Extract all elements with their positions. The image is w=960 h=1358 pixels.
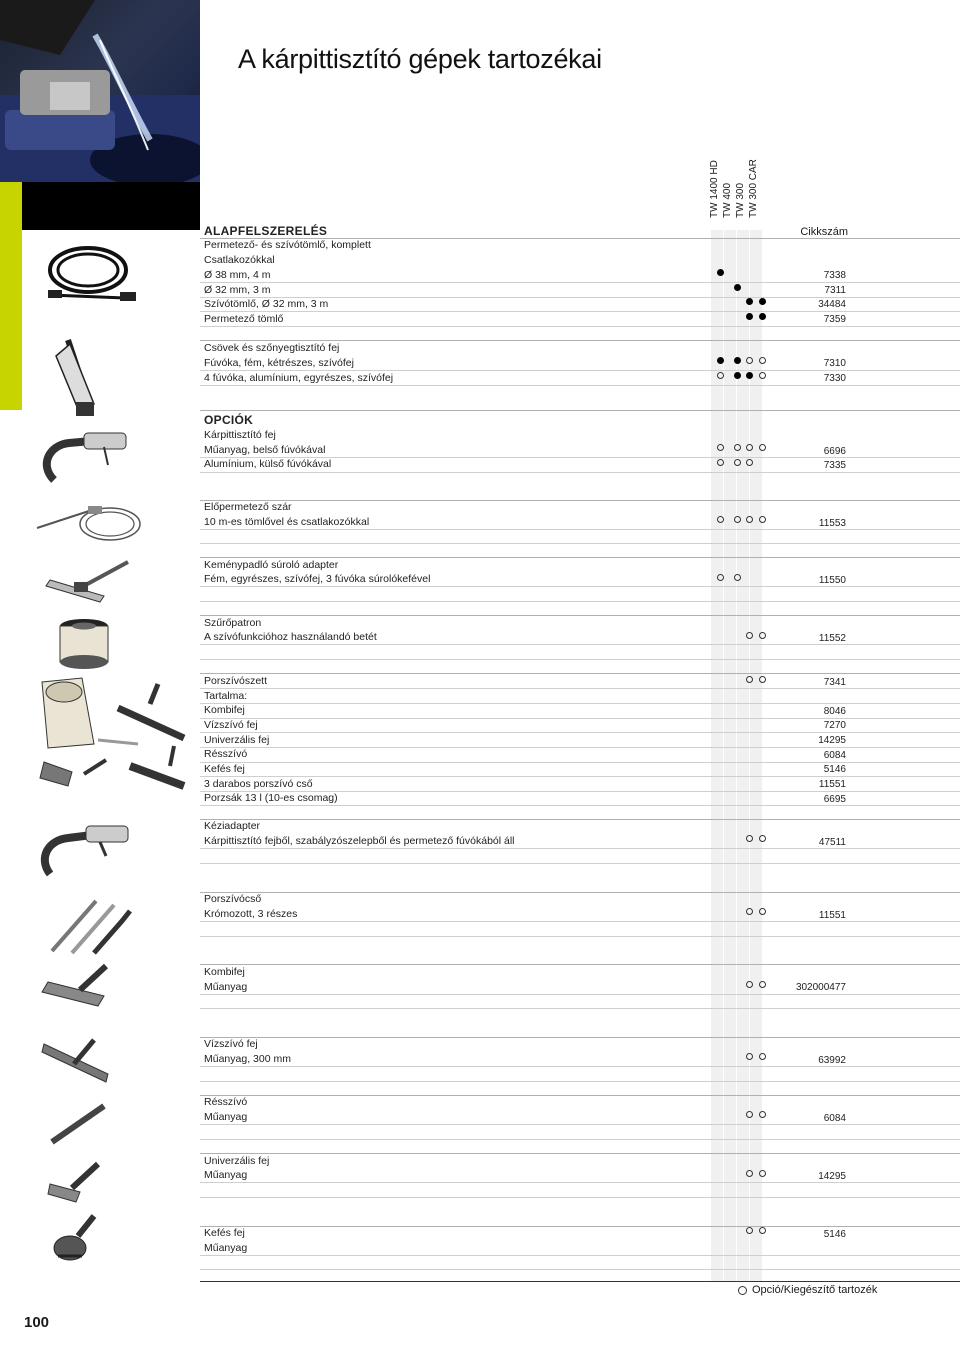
row-rule — [200, 644, 960, 645]
row-rule — [200, 994, 960, 995]
part-number: 6696 — [823, 446, 846, 457]
open-dot-option-icon — [746, 632, 753, 639]
wand-nozzle-image — [50, 336, 100, 420]
row-rule — [200, 776, 960, 777]
hero-photo — [0, 0, 200, 182]
part-number: 6695 — [823, 794, 846, 805]
section-heading: ALAPFELSZERELÉS — [204, 224, 328, 238]
part-number: 11550 — [818, 575, 846, 586]
item-text: Kárpittisztító fej — [204, 429, 276, 441]
filter-cartridge-image — [56, 618, 112, 670]
open-dot-option-icon — [759, 1053, 766, 1060]
part-number: 11551 — [818, 779, 846, 790]
item-text: Porszívószett — [204, 675, 268, 687]
page-number: 100 — [24, 1314, 50, 1331]
row-rule — [200, 1153, 960, 1154]
item-text: Univerzális fej — [204, 1155, 270, 1167]
item-text: 4 fúvóka, alumínium, egyrészes, szívófej — [204, 372, 394, 384]
part-number: 47511 — [818, 837, 846, 848]
open-dot-option-icon — [746, 835, 753, 842]
model-label: TW 400 — [722, 182, 733, 218]
row-rule — [200, 1197, 960, 1198]
part-number: 14295 — [818, 1171, 846, 1182]
filled-dot-standard-icon — [746, 298, 753, 305]
row-rule — [200, 703, 960, 704]
part-number: 6084 — [823, 1113, 846, 1124]
row-rule — [200, 863, 960, 864]
open-dot-option-icon — [717, 444, 724, 451]
part-number: 11552 — [818, 633, 846, 644]
water-suction-head-image — [38, 1036, 114, 1094]
row-rule — [200, 385, 960, 386]
row-rule — [200, 762, 960, 763]
item-text: Keménypadló súroló adapter — [204, 559, 339, 571]
part-number: 7341 — [823, 677, 846, 688]
filled-dot-standard-icon — [734, 372, 741, 379]
filled-dot-standard-icon — [759, 298, 766, 305]
row-rule — [200, 688, 960, 689]
item-text: Krómozott, 3 részes — [204, 908, 298, 920]
part-number: 63992 — [818, 1055, 846, 1066]
vacuum-tube-image — [44, 895, 140, 957]
item-text: A szívófunkcióhoz használandó betét — [204, 631, 377, 643]
item-text: Kefés fej — [204, 763, 245, 775]
open-dot-option-icon — [746, 459, 753, 466]
open-dot-option-icon — [746, 1053, 753, 1060]
row-rule — [200, 601, 960, 602]
row-rule — [200, 747, 960, 748]
item-text: Résszívó — [204, 1096, 248, 1108]
part-number: 7359 — [823, 314, 846, 325]
item-text: Tartalma: — [204, 690, 248, 702]
part-number: 7338 — [823, 270, 846, 281]
model-header-tw300car — [748, 159, 760, 230]
row-rule — [200, 326, 960, 327]
item-text: 3 darabos porszívó cső — [204, 778, 313, 790]
accent-bar — [0, 182, 22, 410]
part-number: 5146 — [823, 1229, 846, 1240]
row-rule — [200, 370, 960, 371]
part-number: 7335 — [823, 460, 846, 471]
row-rule — [200, 472, 960, 473]
open-dot-option-icon — [734, 459, 741, 466]
open-dot-option-icon — [759, 835, 766, 842]
row-rule — [200, 529, 960, 530]
row-rule — [200, 1037, 960, 1038]
crevice-tool-image — [48, 1102, 108, 1146]
item-text: Műanyag, belső fúvókával — [204, 444, 326, 456]
item-text: Kéziadapter — [204, 820, 261, 832]
item-text: Permetező tömlő — [204, 313, 284, 325]
item-text: Porzsák 13 l (10-es csomag) — [204, 792, 338, 804]
open-dot-option-icon — [734, 444, 741, 451]
row-rule — [200, 848, 960, 849]
filled-dot-standard-icon — [717, 269, 724, 276]
open-dot-option-icon — [746, 1227, 753, 1234]
open-dot-option-icon — [759, 516, 766, 523]
open-dot-option-icon — [734, 574, 741, 581]
open-dot-option-icon — [717, 574, 724, 581]
open-dot-option-icon — [717, 459, 724, 466]
open-dot-option-icon — [746, 516, 753, 523]
upholstery-head-image — [34, 425, 134, 485]
item-text: 10 m-es tömlővel és csatlakozókkal — [204, 516, 370, 528]
row-rule — [200, 659, 960, 660]
filled-dot-standard-icon — [746, 313, 753, 320]
open-dot-option-icon — [746, 357, 753, 364]
item-text: Résszívó — [204, 748, 248, 760]
row-rule — [200, 311, 960, 312]
model-header-tw300 — [735, 182, 747, 230]
part-number: 7311 — [824, 285, 846, 296]
open-dot-option-icon — [759, 908, 766, 915]
model-header-tw1400hd — [709, 160, 721, 230]
part-number: 6084 — [823, 750, 846, 761]
item-text: Permetező- és szívótömlő, komplett — [204, 239, 371, 251]
open-dot-option-icon — [759, 1227, 766, 1234]
item-text: Műanyag — [204, 1169, 248, 1181]
open-dot-option-icon — [734, 516, 741, 523]
open-dot-option-icon — [746, 908, 753, 915]
item-text: Univerzális fej — [204, 734, 270, 746]
row-rule — [200, 791, 960, 792]
part-number: 8046 — [823, 706, 846, 717]
open-dot-option-icon — [759, 1111, 766, 1118]
model-label: TW 300 CAR — [748, 159, 759, 218]
row-rule — [200, 805, 960, 806]
hose-image — [40, 240, 140, 308]
legend — [738, 1284, 877, 1296]
row-rule — [200, 500, 960, 501]
open-dot-option-icon — [759, 357, 766, 364]
open-dot-option-icon — [759, 632, 766, 639]
page-title: A kárpittisztító gépek tartozékai — [238, 44, 602, 74]
filled-dot-standard-icon — [759, 313, 766, 320]
item-text: Kárpittisztító fejből, szabályzószelepből és permetező fúvókából áll — [204, 835, 515, 847]
open-dot-option-icon — [717, 372, 724, 379]
pre-spray-wand-image — [32, 500, 144, 548]
hand-adapter-image — [34, 818, 134, 878]
section-heading: OPCIÓK — [204, 413, 254, 427]
open-dot-option-icon — [759, 981, 766, 988]
open-dot-option-icon — [759, 372, 766, 379]
item-text: Műanyag — [204, 1242, 248, 1254]
row-rule — [200, 936, 960, 937]
row-rule — [200, 1066, 960, 1067]
part-number: 7310 — [823, 358, 846, 369]
hard-floor-adapter-image — [40, 558, 136, 608]
row-rule — [200, 410, 960, 411]
row-rule — [200, 673, 960, 674]
row-rule — [200, 457, 960, 458]
part-number: 34484 — [818, 299, 846, 310]
part-number: 7270 — [823, 720, 846, 731]
row-rule — [200, 892, 960, 893]
item-text: Ø 32 mm, 3 m — [204, 284, 271, 296]
row-rule — [200, 1139, 960, 1140]
row-rule — [200, 615, 960, 616]
header-black-bar — [22, 182, 200, 230]
row-rule — [200, 1008, 960, 1009]
legend-text: Opció/Kiegészítő tartozék — [752, 1284, 878, 1296]
item-text: Kombifej — [204, 966, 245, 978]
row-rule — [200, 1124, 960, 1125]
row-rule — [200, 282, 960, 283]
item-text: Előpermetező szár — [204, 501, 292, 513]
item-text: Műanyag — [204, 981, 248, 993]
part-number: 14295 — [818, 735, 846, 746]
open-dot-option-icon — [717, 516, 724, 523]
model-label: TW 300 — [735, 182, 746, 218]
open-dot-option-icon — [746, 981, 753, 988]
row-rule — [200, 921, 960, 922]
row-rule — [200, 1226, 960, 1227]
item-text: Szívótömlő, Ø 32 mm, 3 m — [204, 298, 329, 310]
row-rule — [200, 543, 960, 544]
row-rule — [200, 1095, 960, 1096]
filled-dot-standard-icon — [734, 357, 741, 364]
part-number: 7330 — [823, 373, 846, 384]
row-rule — [200, 732, 960, 733]
item-text: Ø 38 mm, 4 m — [204, 269, 271, 281]
item-text: Kombifej — [204, 704, 245, 716]
universal-head-image — [46, 1156, 106, 1206]
combi-head-image — [34, 962, 116, 1012]
filled-dot-standard-icon — [746, 372, 753, 379]
item-text: Alumínium, külső fúvókával — [204, 458, 332, 470]
part-number: 11551 — [818, 910, 846, 921]
open-dot-option-icon — [738, 1286, 747, 1295]
open-dot-option-icon — [759, 1170, 766, 1177]
bottom-rule — [200, 1281, 960, 1282]
row-rule — [200, 1182, 960, 1183]
open-dot-option-icon — [759, 444, 766, 451]
item-text: Műanyag, 300 mm — [204, 1053, 291, 1065]
open-dot-option-icon — [746, 1170, 753, 1177]
filled-dot-standard-icon — [717, 357, 724, 364]
item-text: Csatlakozókkal — [204, 254, 275, 266]
part-number: 11553 — [818, 518, 846, 529]
row-rule — [200, 586, 960, 587]
row-rule — [200, 718, 960, 719]
machine-illustration — [0, 0, 200, 182]
filled-dot-standard-icon — [734, 284, 741, 291]
item-text: Vízszívó fej — [204, 1038, 258, 1050]
open-dot-option-icon — [746, 444, 753, 451]
row-rule — [200, 1255, 960, 1256]
row-rule — [200, 964, 960, 965]
item-text: Szűrőpatron — [204, 617, 262, 629]
row-rule — [200, 1269, 960, 1270]
item-text: Kefés fej — [204, 1227, 245, 1239]
model-header-tw400 — [722, 182, 734, 230]
open-dot-option-icon — [746, 676, 753, 683]
cikkszam-header: Cikkszám — [800, 226, 848, 238]
item-text: Fúvóka, fém, kétrészes, szívófej — [204, 357, 354, 369]
item-text: Porszívócső — [204, 893, 262, 905]
open-dot-option-icon — [759, 676, 766, 683]
model-label: TW 1400 HD — [709, 160, 720, 218]
item-text: Vízszívó fej — [204, 719, 258, 731]
vacuum-set-image — [34, 674, 194, 804]
part-number: 5146 — [823, 764, 846, 775]
item-text: Műanyag — [204, 1111, 248, 1123]
part-number: 302000477 — [795, 982, 846, 993]
row-rule — [200, 819, 960, 820]
row-rule — [200, 297, 960, 298]
brush-head-image — [50, 1210, 100, 1266]
item-text: Csövek és szőnyegtisztító fej — [204, 342, 340, 354]
row-rule — [200, 1081, 960, 1082]
item-text: Fém, egyrészes, szívófej, 3 fúvóka súrolókefével — [204, 573, 431, 585]
open-dot-option-icon — [746, 1111, 753, 1118]
